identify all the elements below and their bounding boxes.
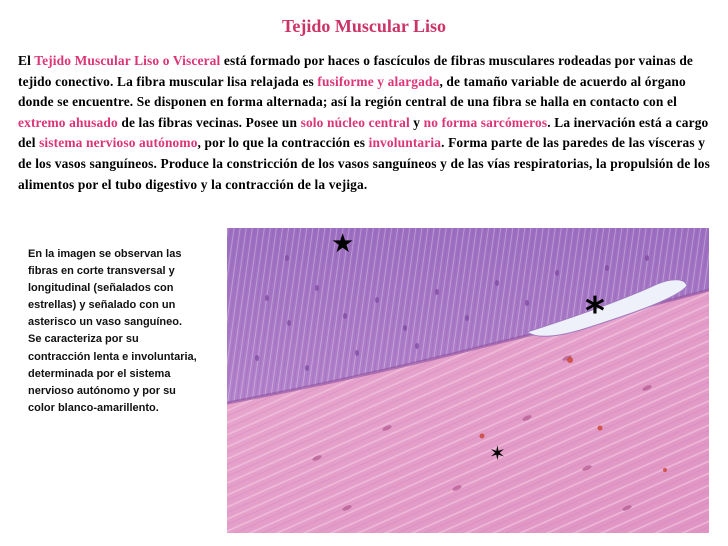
- intro-text-2: está formado por haces o fascículos de fibras musculares rodeadas por vainas de tejido conectivo. La fibra muscular lisa relajada es: [18, 53, 694, 89]
- star-marker-bottom: ✶: [489, 441, 506, 465]
- star-marker-top: ★: [331, 229, 355, 259]
- highlight-extremo: extremo ahusado: [18, 114, 118, 130]
- highlight-tejido: Tejido Muscular Liso o Visceral: [34, 53, 221, 68]
- intro-text-3: , de tamaño variable de acuerdo al órgano donde se encuentre. Se disponen en forma alternada; así la región central de una fibra se halla en contacto con el: [18, 73, 686, 110]
- caption-paragraph-2: Se caracteriza por su contracción lenta e involuntaria, determinada por el sistema nervioso autónomo y por su color blanco-amarillento.: [28, 333, 197, 414]
- intro-text-4: de las fibras vecinas. Posee un: [117, 114, 301, 130]
- intro-text-6: . La inervación está a cargo del: [18, 114, 709, 151]
- page-title: Tejido Muscular Liso: [281, 16, 447, 36]
- highlight-sistema: sistema nervioso autónomo: [39, 135, 198, 151]
- highlight-nucleo: solo núcleo central: [300, 114, 410, 130]
- highlight-involuntaria: involuntaria: [368, 135, 442, 151]
- highlight-sarcomeros: no forma sarcómeros: [423, 114, 548, 130]
- intro-paragraph: [18, 51, 712, 195]
- asterisk-marker: *: [585, 289, 605, 333]
- intro-text-1: El: [18, 53, 35, 68]
- histology-micrograph: [227, 228, 709, 533]
- intro-text-8: . Forma parte de las paredes de las vísceras y de los vasos sanguíneos. Produce la constricción de los vasos sanguíneos y de las vías respiratorias, la propulsión de los alimentos por el tubo digestivo y la contracción de la vejiga.: [18, 135, 711, 192]
- highlight-fusiforme: fusiforme y alargada: [317, 73, 440, 89]
- intro-text-7: , por lo que la contracción es: [197, 135, 369, 151]
- caption-paragraph-1: En la imagen se observan las fibras en corte transversal y longitudinal (señalados con estrellas) y señalado con un asterisco un vaso sanguíneo.: [28, 248, 183, 329]
- intro-text-5: y: [409, 114, 424, 130]
- image-caption: [28, 246, 204, 417]
